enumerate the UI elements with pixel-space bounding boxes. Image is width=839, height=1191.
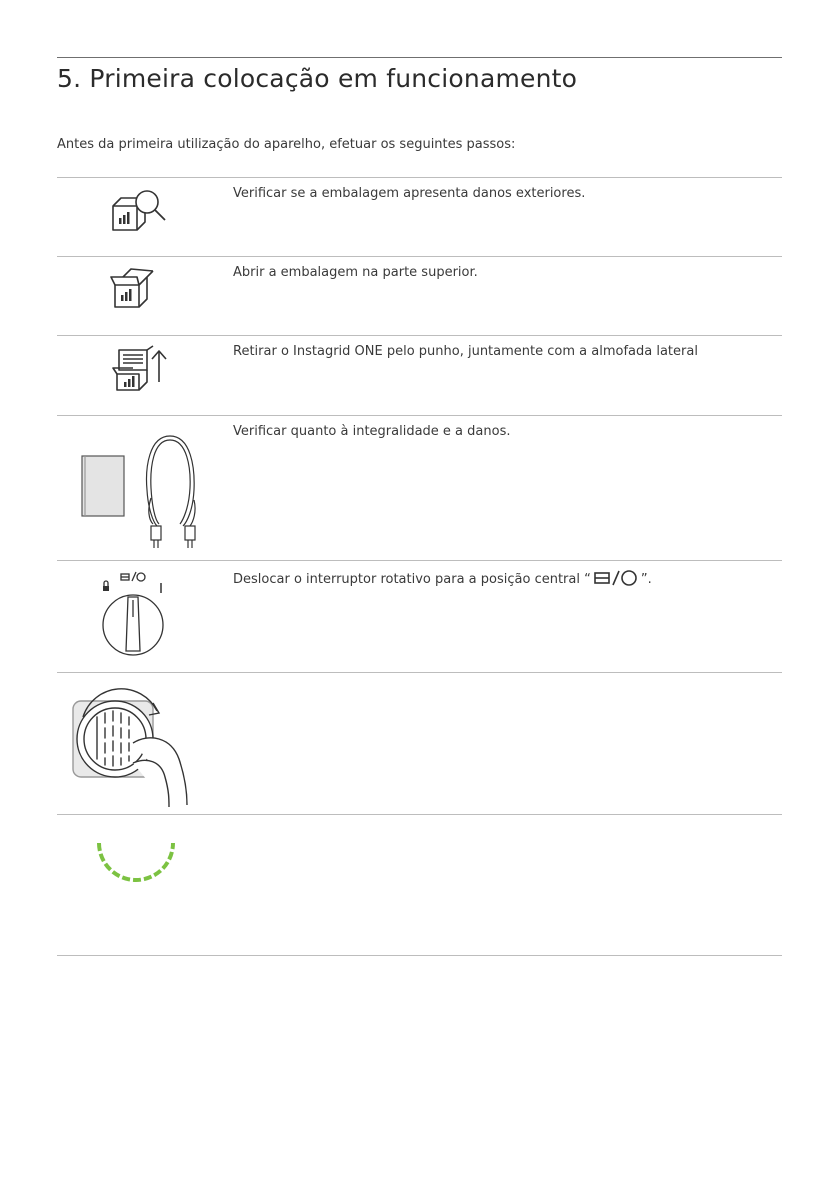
step-7-figure [57, 815, 222, 955]
step-2-text: Abrir a embalagem na parte superior. [233, 265, 478, 280]
step-2-figure [57, 257, 222, 336]
battery-off-symbol-icon [593, 569, 639, 587]
step-4-text: Verificar quanto à integralidade e a danos. [233, 424, 511, 439]
led-ring-icon [91, 835, 181, 905]
step-3 [57, 335, 782, 415]
plug-socket-icon [69, 687, 209, 817]
rotary-switch-icon [95, 569, 185, 669]
box-inspect-icon [107, 184, 177, 244]
intro-text: Antes da primeira utilização do aparelho, efetuar os seguintes passos: [57, 137, 516, 152]
bottom-rule [57, 955, 782, 956]
step-6 [57, 672, 782, 815]
lift-device-icon [109, 342, 179, 398]
step-5 [57, 560, 782, 673]
manual-and-cable-icon [75, 428, 235, 568]
step-6-figure [57, 673, 222, 815]
step-5-text [233, 569, 652, 587]
step-1-figure [57, 178, 222, 257]
step-5-text-after: ”. [640, 572, 652, 587]
open-box-icon [109, 263, 169, 323]
step-2 [57, 256, 782, 336]
top-rule [57, 57, 782, 58]
step-1 [57, 177, 782, 257]
step-5-figure [57, 561, 222, 673]
step-3-figure [57, 336, 222, 415]
step-5-text-before: Deslocar o interruptor rotativo para a posição central “ [233, 572, 591, 587]
step-4 [57, 415, 782, 561]
step-3-text: Retirar o Instagrid ONE pelo punho, juntamente com a almofada lateral [233, 344, 698, 359]
step-7 [57, 814, 782, 955]
step-4-figure [57, 416, 222, 561]
step-1-text: Verificar se a embalagem apresenta danos exteriores. [233, 186, 586, 201]
section-title: 5. Primeira colocação em funcionamento [57, 64, 578, 93]
